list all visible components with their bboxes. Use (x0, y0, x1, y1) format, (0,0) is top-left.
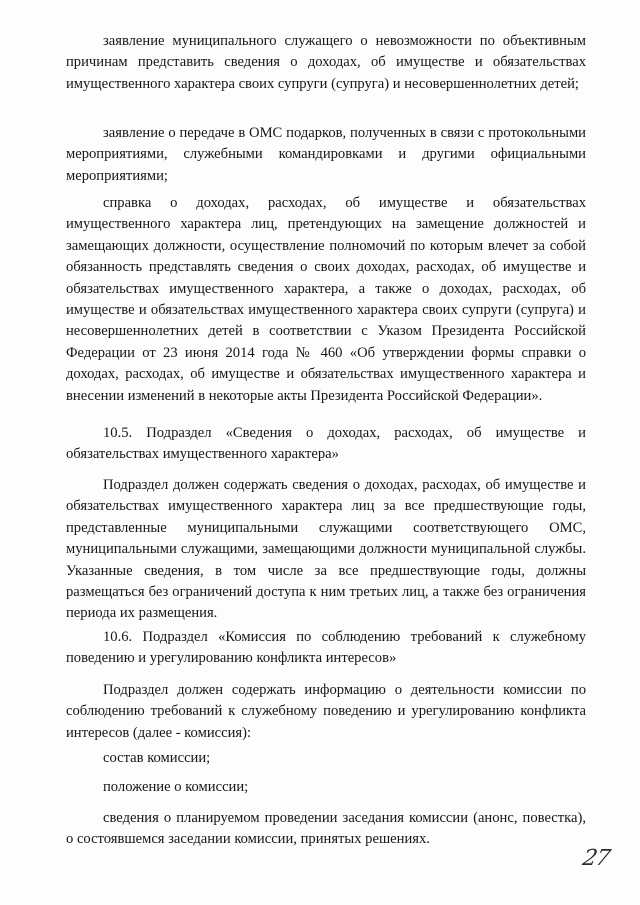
handwritten-page-number: 27 (580, 846, 612, 871)
paragraph: Подраздел должен содержать информацию о деятельности комиссии по соблюдению требований к служебному поведению и урегулированию конфликта интересов (далее - комиссия): (66, 682, 586, 741)
paragraph: заявление о передаче в ОМС подарков, полученных в связи с протокольными мероприятиями, служебными командировками и другими официальными мероприятиями; (66, 125, 586, 184)
paragraph: справка о доходах, расходах, об имуществе и обязательствах имущественного характера лиц, претендующих на замещение должностей и замещающих должности, осуществление полномочий по которым влечет за собой обязанность представлять сведения о своих доходах, расходах, об имуществе и обязательствах имущественного характера, а также о доходах, расходах, об имуществе и обязательствах имущественного характера своих супруги (супруга) и несовершеннолетних детей в соответствии с Указом Президента Российской Федерации от 23 июня 2014 года № 460 «Об утверждении формы справки о доходах, расходах, об имуществе и обязательствах имущественного характера и внесении изменений в некоторые акты Президента Российской Федерации». (66, 195, 586, 404)
list-item: положение о комиссии; (103, 779, 249, 795)
section-heading-10-6: 10.6. Подраздел «Комиссия по соблюдению требований к служебному поведению и урегулированию конфликта интересов» (66, 629, 586, 667)
paragraph: Подраздел должен содержать сведения о доходах, расходах, об имуществе и обязательствах имущественного характера лиц за все предшествующие годы, представленные муниципальными служащими соответствующего ОМС, муниципальными служащими, замещающими должности муниципальной службы. Указанные сведения, в том числе за все предшествующие годы, должны размещаться без ограничений доступа к ним третьих лиц, а также без ограничения периода их размещения. (66, 477, 586, 622)
paragraph: заявление муниципального служащего о невозможности по объективным причинам представить сведения о доходах, об имуществе и обязательствах имущественного характера своих супруги (супруга) и несовершеннолетних детей; (66, 33, 586, 92)
list-item: сведения о планируемом проведении заседания комиссии (анонс, повестка), о состоявшемся заседании комиссии, принятых решениях. (66, 810, 586, 848)
list-item: состав комиссии; (103, 750, 211, 766)
section-heading-10-5: 10.5. Подраздел «Сведения о доходах, расходах, об имуществе и обязательствах имущественного характера» (66, 425, 586, 463)
